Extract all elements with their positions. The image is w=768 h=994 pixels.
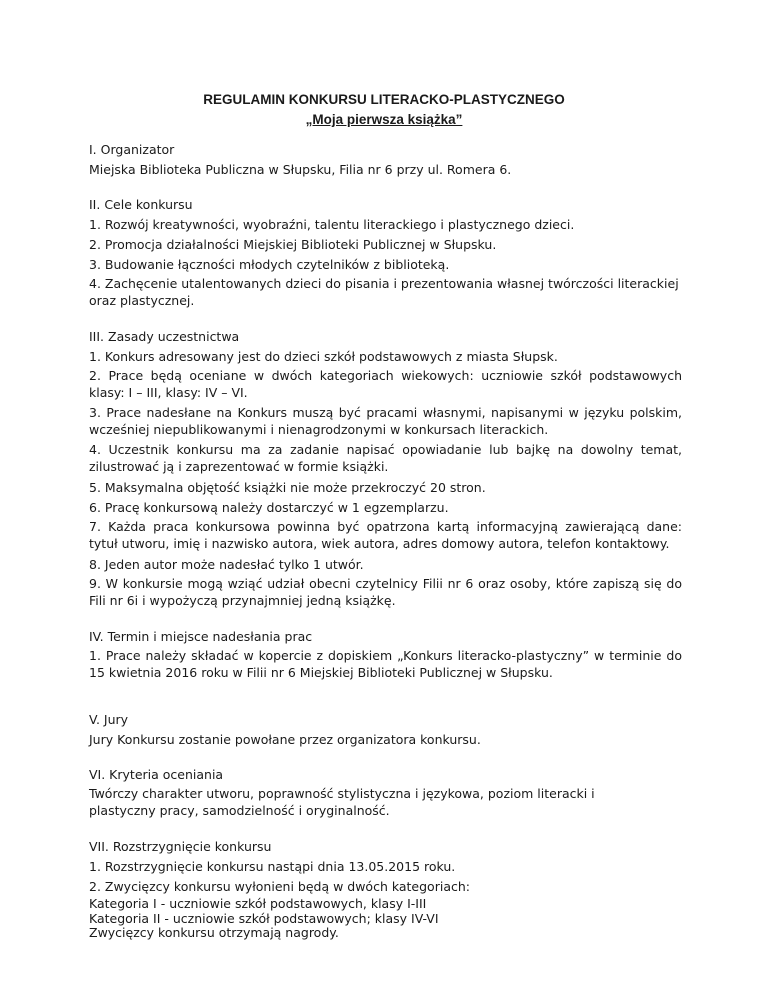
section-heading-rules: III. Zasady uczestnictwa — [89, 329, 240, 344]
results-category: Kategoria II - uczniowie szkół podstawowych; klasy IV-VI — [89, 910, 439, 926]
rule-item: 2. Prace będą oceniane w dwóch kategoriach wiekowych: uczniowie szkół podstawowych klasy: I – III, klasy: IV – VI. — [89, 368, 682, 400]
rule-item: 5. Maksymalna objętość książki nie może przekroczyć 20 stron. — [89, 480, 486, 495]
goal-item: 2. Promocja działalności Miejskiej Biblioteki Publicznej w Słupsku. — [89, 237, 497, 252]
results-item: 2. Zwycięzcy konkursu wyłonieni będą w dwóch kategoriach: — [89, 879, 470, 894]
section-heading-criteria: VI. Kryteria oceniania — [89, 767, 224, 782]
section-heading-goals: II. Cele konkursu — [89, 197, 193, 212]
document-title: REGULAMIN KONKURSU LITERACKO-PLASTYCZNEGO — [203, 92, 565, 107]
document-body — [89, 140, 682, 941]
section-heading-results: VII. Rozstrzygnięcie konkursu — [89, 839, 272, 854]
criteria-text: Twórczy charakter utworu, poprawność stylistyczna i językowa, poziom literacki i plastyczny pracy, samodzielność i oryginalność. — [89, 786, 595, 818]
rule-item: 9. W konkursie mogą wziąć udział obecni czytelnicy Filii nr 6 oraz osoby, które zapiszą się do Fili nr 6i i wypożyczą przynajmniej jedną książkę. — [89, 576, 682, 608]
document-subtitle: „Moja pierwsza książka” — [305, 112, 463, 127]
rule-item: 6. Pracę konkursową należy dostarczyć w 1 egzemplarzu. — [89, 500, 449, 515]
section-heading-deadline: IV. Termin i miejsce nadesłania prac — [89, 629, 313, 644]
results-item: 1. Rozstrzygnięcie konkursu nastąpi dnia 13.05.2015 roku. — [89, 859, 456, 874]
jury-text: Jury Konkursu zostanie powołane przez organizatora konkursu. — [89, 732, 481, 747]
rule-item: 7. Każda praca konkursowa powinna być opatrzona kartą informacyjną zawierającą dane: tytuł utworu, imię i nazwisko autora, wiek autora, adres domowy autora, telefon kontaktowy. — [89, 519, 682, 551]
rule-item: 4. Uczestnik konkursu ma za zadanie napisać opowiadanie lub bajkę na dowolny temat, zilustrować ją i zaprezentować w formie książki. — [89, 442, 682, 474]
rule-item: 1. Konkurs adresowany jest do dzieci szkół podstawowych z miasta Słupsk. — [89, 349, 558, 364]
section-heading-jury: V. Jury — [89, 712, 129, 727]
goal-item: 4. Zachęcenie utalentowanych dzieci do pisania i prezentowania własnej twórczości literackiej oraz plastycznej. — [89, 276, 679, 308]
section-heading-organizer: I. Organizator — [89, 142, 175, 157]
rule-item: 3. Prace nadesłane na Konkurs muszą być pracami własnymi, napisanymi w języku polskim, wcześniej niepublikowanymi i nienagrodzonymi w konkursach literackich. — [89, 405, 682, 437]
goal-item: 1. Rozwój kreatywności, wyobraźni, talentu literackiego i plastycznego dzieci. — [89, 217, 575, 232]
organizer-text: Miejska Biblioteka Publiczna w Słupsku, Filia nr 6 przy ul. Romera 6. — [89, 162, 512, 177]
goal-item: 3. Budowanie łączności młodych czytelników z biblioteką. — [89, 257, 450, 272]
rule-item: 8. Jeden autor może nadesłać tylko 1 utwór. — [89, 557, 364, 572]
deadline-item: 1. Prace należy składać w kopercie z dopiskiem „Konkurs literacko-plastyczny” w terminie do 15 kwietnia 2016 roku w Filii nr 6 Miejskiej Biblioteki Publicznej w Słupsku. — [89, 648, 682, 680]
results-category: Kategoria I - uczniowie szkół podstawowych, klasy I-III — [89, 896, 427, 911]
results-prizes: Zwycięzcy konkursu otrzymają nagrody. — [89, 925, 339, 940]
